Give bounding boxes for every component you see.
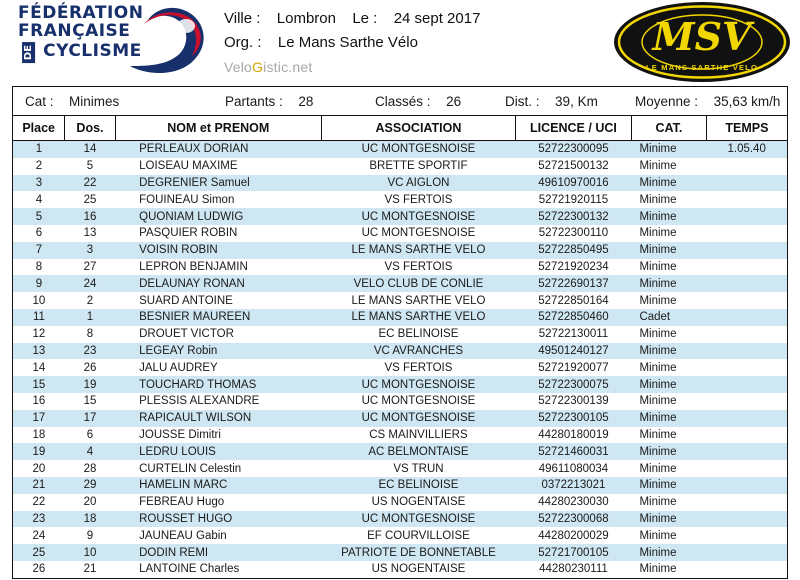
event-organizer-line [224,34,612,51]
cell-place: 11 [13,309,65,326]
ffc-line-3: CYCLISME [43,41,142,62]
cell-dossard: 5 [65,158,115,175]
cell-time [706,225,787,242]
cell-time [706,343,787,360]
cell-category: Minime [631,494,706,511]
ffc-line-2: FRANÇAISE [18,21,131,42]
cell-time [706,292,787,309]
cell-place: 18 [13,427,65,444]
cell-association: VC AVRANCHES [321,343,515,360]
cell-dossard: 27 [65,259,115,276]
cell-licence: 52722130011 [515,326,631,343]
summary-starters [225,94,375,109]
dist-value: 39, Km [555,93,598,109]
cell-category: Minime [631,393,706,410]
org-value: Le Mans Sarthe Vélo [277,34,418,51]
cell-place: 10 [13,292,65,309]
cell-dossard: 17 [65,410,115,427]
watermark-prefix: Velo [224,59,253,75]
table-row [13,292,787,309]
cell-dossard: 3 [65,242,115,259]
summary-average-speed [635,94,780,109]
col-header-dossard: Dos. [65,116,115,141]
cell-licence: 0372213021 [515,477,631,494]
watermark-accent: G [252,59,264,75]
cell-dossard: 26 [65,359,115,376]
cell-category: Minime [631,208,706,225]
table-row [13,393,787,410]
cell-category: Minime [631,292,706,309]
partants-value: 28 [298,93,314,109]
cell-association: UC MONTGESNOISE [321,511,515,528]
cell-name: JOUSSE Dimitri [115,427,321,444]
cell-category: Minime [631,443,706,460]
table-row [13,158,787,175]
table-row [13,359,787,376]
cell-place: 3 [13,175,65,192]
cell-licence: 52722300139 [515,393,631,410]
table-row [13,527,787,544]
table-row [13,460,787,477]
table-row [13,376,787,393]
cell-association: VC AIGLON [321,175,515,192]
cell-place: 9 [13,275,65,292]
cell-association: UC MONTGESNOISE [321,208,515,225]
results-table-head [13,116,787,141]
cell-name: PERLEAUX DORIAN [115,141,321,158]
table-row [13,410,787,427]
cell-category: Minime [631,359,706,376]
cell-licence: 49610970016 [515,175,631,192]
cell-time [706,527,787,544]
cell-time [706,427,787,444]
cell-category: Minime [631,343,706,360]
cell-name: SUARD ANTOINE [115,292,321,309]
cell-dossard: 16 [65,208,115,225]
date-label: Le : [352,10,378,27]
cell-category: Minime [631,460,706,477]
table-row [13,544,787,561]
cell-time [706,477,787,494]
cell-licence: 52722850164 [515,292,631,309]
col-header-association: ASSOCIATION [321,116,515,141]
cell-dossard: 2 [65,292,115,309]
cell-time [706,259,787,276]
cell-place: 25 [13,544,65,561]
cell-dossard: 14 [65,141,115,158]
cell-name: FOUINEAU Simon [115,191,321,208]
cell-dossard: 1 [65,309,115,326]
cell-licence: 44280230030 [515,494,631,511]
cell-licence: 52722850495 [515,242,631,259]
cell-licence: 52721700105 [515,544,631,561]
cell-dossard: 9 [65,527,115,544]
cell-licence: 52721920115 [515,191,631,208]
cell-dossard: 22 [65,175,115,192]
cell-association: EC BELINOISE [321,477,515,494]
cell-association: AC BELMONTAISE [321,443,515,460]
cell-dossard: 4 [65,443,115,460]
cell-association: CS MAINVILLIERS [321,427,515,444]
table-row [13,343,787,360]
col-header-licence: LICENCE / UCI [515,116,631,141]
cell-name: DELAUNAY RONAN [115,275,321,292]
cell-dossard: 13 [65,225,115,242]
cell-place: 12 [13,326,65,343]
date-value: 24 sept 2017 [393,10,481,27]
cell-licence: 52722300068 [515,511,631,528]
cell-place: 4 [13,191,65,208]
cell-place: 8 [13,259,65,276]
cell-category: Minime [631,477,706,494]
cell-category: Minime [631,191,706,208]
cell-category: Minime [631,544,706,561]
cell-licence: 52722300132 [515,208,631,225]
table-row [13,141,787,158]
cell-association: BRETTE SPORTIF [321,158,515,175]
cell-place: 24 [13,527,65,544]
col-header-place: Place [13,116,65,141]
cell-time [706,511,787,528]
cell-dossard: 28 [65,460,115,477]
table-row [13,275,787,292]
cell-time [706,460,787,477]
cell-time [706,376,787,393]
table-row [13,477,787,494]
cell-licence: 44280230111 [515,561,631,578]
cell-name: TOUCHARD THOMAS [115,376,321,393]
cell-association: VELO CLUB DE CONLIE [321,275,515,292]
race-summary-bar [12,86,788,116]
table-row [13,259,787,276]
cell-licence: 52721920234 [515,259,631,276]
cell-name: HAMELIN MARC [115,477,321,494]
cell-name: JALU AUDREY [115,359,321,376]
cell-category: Minime [631,175,706,192]
ffc-de-badge: DE [22,41,35,62]
cell-association: UC MONTGESNOISE [321,141,515,158]
event-place-line [224,10,612,27]
cell-time [706,494,787,511]
cell-association: LE MANS SARTHE VELO [321,309,515,326]
cell-licence: 52722850460 [515,309,631,326]
cell-time [706,309,787,326]
cell-name: LANTOINE Charles [115,561,321,578]
cell-association: US NOGENTAISE [321,561,515,578]
cell-place: 26 [13,561,65,578]
cell-category: Cadet [631,309,706,326]
velogistic-watermark [224,59,612,75]
cell-licence: 52722300075 [515,376,631,393]
ffc-wordmark [18,4,210,60]
cell-place: 7 [13,242,65,259]
cell-dossard: 23 [65,343,115,360]
cell-dossard: 10 [65,544,115,561]
svg-text:LE MANS SARTHE VELO: LE MANS SARTHE VELO [646,63,758,72]
table-row [13,175,787,192]
cell-time [706,175,787,192]
cell-association: VS FERTOIS [321,191,515,208]
cell-name: VOISIN ROBIN [115,242,321,259]
cell-time: 1.05.40 [706,141,787,158]
msv-club-logo [612,0,792,84]
cell-place: 13 [13,343,65,360]
cell-licence: 52722300095 [515,141,631,158]
cell-category: Minime [631,242,706,259]
ville-label: Ville : [224,10,261,27]
cell-dossard: 8 [65,326,115,343]
cell-place: 14 [13,359,65,376]
cell-time [706,544,787,561]
cell-licence: 44280200029 [515,527,631,544]
table-row [13,208,787,225]
cell-association: PATRIOTE DE BONNETABLE [321,544,515,561]
cell-time [706,158,787,175]
cell-category: Minime [631,427,706,444]
cell-name: LEPRON BENJAMIN [115,259,321,276]
cell-place: 19 [13,443,65,460]
cell-place: 17 [13,410,65,427]
cell-association: VS FERTOIS [321,359,515,376]
svg-text:MSV: MSV [652,14,752,59]
results-table-container [12,116,788,579]
cell-association: UC MONTGESNOISE [321,393,515,410]
cell-name: LEDRU LOUIS [115,443,321,460]
cell-category: Minime [631,376,706,393]
cell-name: DODIN REMI [115,544,321,561]
cell-place: 15 [13,376,65,393]
table-row [13,443,787,460]
org-label: Org. : [224,34,262,51]
cell-place: 5 [13,208,65,225]
summary-category [13,94,225,109]
cell-dossard: 15 [65,393,115,410]
cell-dossard: 21 [65,561,115,578]
cell-dossard: 24 [65,275,115,292]
cell-place: 23 [13,511,65,528]
col-header-time: TEMPS [706,116,787,141]
cell-dossard: 20 [65,494,115,511]
cell-licence: 52722300110 [515,225,631,242]
ffc-line-1: FÉDÉRATION [18,3,144,23]
msv-logo-icon [612,0,792,84]
cell-time [706,410,787,427]
cell-licence: 52722300105 [515,410,631,427]
cell-category: Minime [631,225,706,242]
cell-licence: 44280180019 [515,427,631,444]
cell-category: Minime [631,527,706,544]
cell-dossard: 19 [65,376,115,393]
cell-category: Minime [631,410,706,427]
cell-place: 6 [13,225,65,242]
cell-name: LOISEAU MAXIME [115,158,321,175]
summary-distance [505,94,635,109]
cell-name: FEBREAU Hugo [115,494,321,511]
cell-place: 1 [13,141,65,158]
cell-association: VS FERTOIS [321,259,515,276]
table-row [13,309,787,326]
table-header-row [13,116,787,141]
cell-time [706,326,787,343]
classes-value: 26 [446,93,462,109]
event-info [210,0,612,75]
cell-category: Minime [631,326,706,343]
cell-association: LE MANS SARTHE VELO [321,242,515,259]
cell-name: ROUSSET HUGO [115,511,321,528]
cell-licence: 52721500132 [515,158,631,175]
table-row [13,561,787,578]
table-row [13,191,787,208]
cell-association: LE MANS SARTHE VELO [321,292,515,309]
table-row [13,511,787,528]
cell-name: BESNIER MAUREEN [115,309,321,326]
watermark-suffix: istic.net [263,59,313,75]
cell-dossard: 18 [65,511,115,528]
cell-association: UC MONTGESNOISE [321,225,515,242]
cell-name: RAPICAULT WILSON [115,410,321,427]
cell-category: Minime [631,561,706,578]
cell-name: PLESSIS ALEXANDRE [115,393,321,410]
cell-time [706,191,787,208]
cell-time [706,359,787,376]
cell-licence: 49501240127 [515,343,631,360]
cell-category: Minime [631,259,706,276]
cell-licence: 52721460031 [515,443,631,460]
table-row [13,326,787,343]
cell-category: Minime [631,511,706,528]
partants-label: Partants : [225,93,283,109]
table-row [13,225,787,242]
cell-dossard: 6 [65,427,115,444]
cell-licence: 49611080034 [515,460,631,477]
cell-category: Minime [631,158,706,175]
cell-category: Minime [631,275,706,292]
cell-association: UC MONTGESNOISE [321,376,515,393]
cat-value: Minimes [69,93,120,109]
moyenne-value: 35,63 km/h [713,93,781,109]
cell-name: QUONIAM LUDWIG [115,208,321,225]
dist-label: Dist. : [505,93,540,109]
cell-association: EF COURVILLOISE [321,527,515,544]
cat-label: Cat : [25,93,54,109]
cell-dossard: 25 [65,191,115,208]
cell-name: CURTELIN Celestin [115,460,321,477]
results-table [13,116,787,578]
cell-association: EC BELINOISE [321,326,515,343]
cell-category: Minime [631,141,706,158]
cell-dossard: 29 [65,477,115,494]
ville-value: Lombron [276,10,336,27]
cell-licence: 52721920077 [515,359,631,376]
cell-association: VS TRUN [321,460,515,477]
cell-name: DEGRENIER Samuel [115,175,321,192]
col-header-name: NOM et PRENOM [115,116,321,141]
col-header-category: CAT. [631,116,706,141]
moyenne-label: Moyenne : [635,93,699,109]
cell-licence: 52722690137 [515,275,631,292]
cell-name: DROUET VICTOR [115,326,321,343]
cell-time [706,275,787,292]
cell-association: UC MONTGESNOISE [321,410,515,427]
cell-place: 16 [13,393,65,410]
cell-time [706,393,787,410]
table-row [13,242,787,259]
cell-place: 21 [13,477,65,494]
classes-label: Classés : [375,93,431,109]
cell-time [706,443,787,460]
cell-time [706,561,787,578]
cell-name: LEGEAY Robin [115,343,321,360]
table-row [13,494,787,511]
ffc-logo [0,0,210,84]
table-row [13,427,787,444]
cell-place: 20 [13,460,65,477]
cell-name: PASQUIER ROBIN [115,225,321,242]
results-table-body [13,141,787,578]
cell-place: 22 [13,494,65,511]
cell-time [706,242,787,259]
sheet-header [0,0,800,86]
cell-name: JAUNEAU Gabin [115,527,321,544]
cell-time [706,208,787,225]
cell-place: 2 [13,158,65,175]
cell-association: US NOGENTAISE [321,494,515,511]
summary-classified [375,94,505,109]
